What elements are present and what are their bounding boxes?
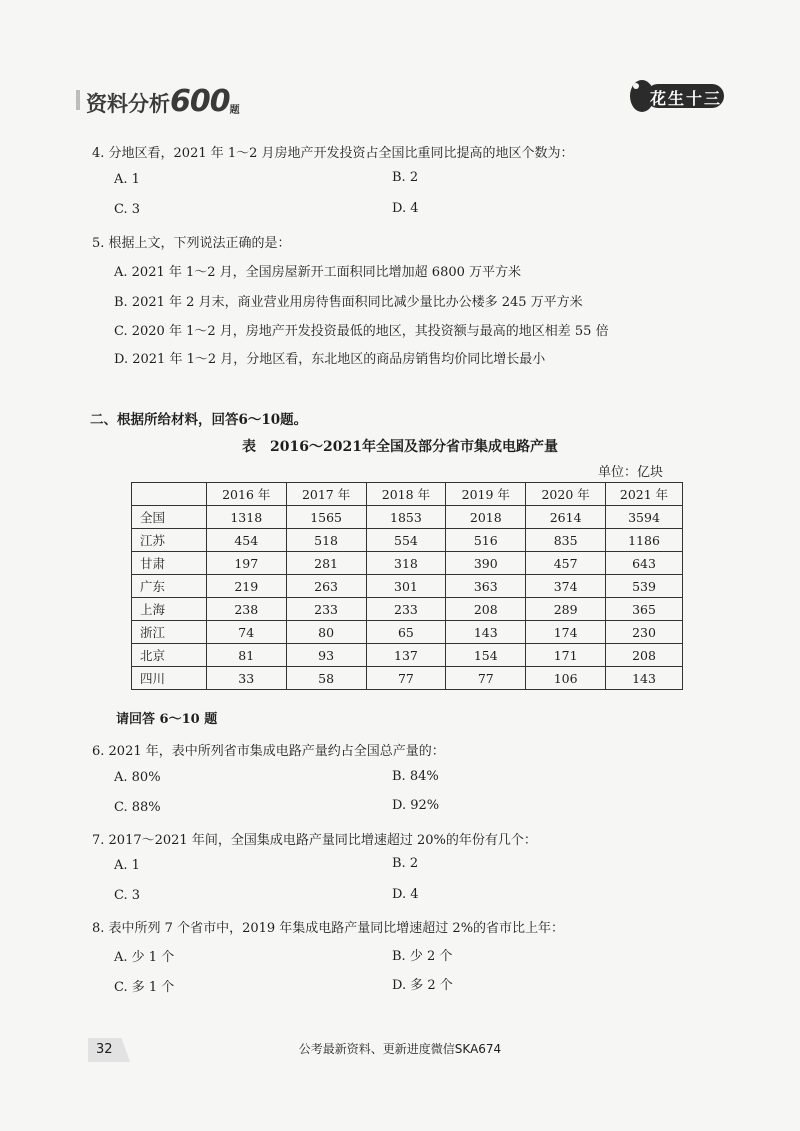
table-cell: 171 [526,644,606,667]
q6-option-a[interactable]: A. 80% [114,770,161,785]
q4-option-d[interactable]: D. 4 [392,201,419,216]
table-row [132,667,683,690]
question-7-stem: 7. 2017～2021 年间，全国集成电路产量同比增速超过 20%的年份有几个： [92,833,537,848]
q6-option-c[interactable]: C. 88% [114,800,161,815]
table-row [132,529,683,552]
row-name: 浙江 [132,621,207,644]
q8-option-b[interactable]: B. 少 2 个 [392,949,453,964]
row-name: 上海 [132,598,207,621]
question-4-stem: 4. 分地区看，2021 年 1～2 月房地产开发投资占全国比重同比提高的地区个数为： [92,146,574,161]
q8-option-d[interactable]: D. 多 2 个 [392,978,453,993]
row-name: 四川 [132,667,207,690]
table-cell: 554 [366,529,446,552]
table-cell: 457 [526,552,606,575]
column-header: 2016 年 [206,483,286,506]
table-cell: 74 [206,621,286,644]
question-5-stem: 5. 根据上文，下列说法正确的是： [92,236,291,251]
table-cell: 263 [286,575,366,598]
header-accent-bar [76,90,80,110]
data-table [131,482,683,690]
row-name: 全国 [132,506,207,529]
table-cell: 281 [286,552,366,575]
table-cell: 835 [526,529,606,552]
logo-text: 花生十三 [650,89,723,108]
table-row [132,506,683,529]
column-header: 2019 年 [446,483,526,506]
column-header: 2017 年 [286,483,366,506]
column-header: 2018 年 [366,483,446,506]
table-title: 表 2016～2021年全国及部分省市集成电路产量 [242,439,558,455]
q7-option-c[interactable]: C. 3 [114,888,141,903]
table-cell: 539 [606,575,683,598]
table-cell: 318 [366,552,446,575]
table-cell: 289 [526,598,606,621]
table-cell: 2018 [446,506,526,529]
table-cell: 233 [286,598,366,621]
q4-option-c[interactable]: C. 3 [114,202,141,217]
table-cell: 33 [206,667,286,690]
table-row [132,598,683,621]
row-name: 广东 [132,575,207,598]
table-cell: 93 [286,644,366,667]
table-row [132,644,683,667]
table-row [132,621,683,644]
question-8-stem: 8. 表中所列 7 个省市中，2019 年集成电路产量同比增速超过 2%的省市比上年： [92,921,565,936]
table-cell: 174 [526,621,606,644]
column-header: 2020 年 [526,483,606,506]
table-cell: 208 [606,644,683,667]
column-header [132,483,207,506]
answer-prompt: 请回答 6～10 题 [116,712,218,727]
table-cell: 58 [286,667,366,690]
table-cell: 65 [366,621,446,644]
table-cell: 137 [366,644,446,667]
table-cell: 1565 [286,506,366,529]
q8-option-c[interactable]: C. 多 1 个 [114,980,175,995]
column-header: 2021 年 [606,483,683,506]
table-cell: 516 [446,529,526,552]
table-cell: 233 [366,598,446,621]
table-cell: 143 [606,667,683,690]
table-cell: 77 [366,667,446,690]
section-2-heading: 二、根据所给材料，回答6～10题。 [90,412,308,428]
table-row [132,575,683,598]
q5-option-d[interactable]: D. 2021 年 1～2 月，分地区看，东北地区的商品房销售均价同比增长最小 [114,352,546,367]
table-cell: 3594 [606,506,683,529]
row-name: 北京 [132,644,207,667]
table-cell: 1186 [606,529,683,552]
table-cell: 518 [286,529,366,552]
table-header-row [132,483,683,506]
table-cell: 77 [446,667,526,690]
table-cell: 106 [526,667,606,690]
page-number: 32 [96,1042,113,1057]
table-cell: 643 [606,552,683,575]
table-cell: 238 [206,598,286,621]
q4-option-a[interactable]: A. 1 [114,172,140,187]
table-cell: 208 [446,598,526,621]
table-cell: 390 [446,552,526,575]
footer-note: 公考最新资料、更新进度微信SKA674 [298,1042,502,1056]
q6-option-d[interactable]: D. 92% [392,798,440,813]
table-cell: 154 [446,644,526,667]
book-title: 资料分析600题 [86,84,240,119]
table-cell: 81 [206,644,286,667]
row-name: 甘肃 [132,552,207,575]
table-cell: 219 [206,575,286,598]
table-row [132,552,683,575]
q7-option-d[interactable]: D. 4 [392,887,419,902]
row-name: 江苏 [132,529,207,552]
table-cell: 143 [446,621,526,644]
table-cell: 1853 [366,506,446,529]
table-cell: 197 [206,552,286,575]
q7-option-b[interactable]: B. 2 [392,856,419,871]
table-cell: 365 [606,598,683,621]
q4-option-b[interactable]: B. 2 [392,170,419,185]
question-6-stem: 6. 2021 年，表中所列省市集成电路产量约占全国总产量的： [92,744,445,759]
table-unit: 单位：亿块 [598,465,664,480]
table-cell: 230 [606,621,683,644]
q5-option-c[interactable]: C. 2020 年 1～2 月，房地产开发投资最低的地区，其投资额与最高的地区相差 55 倍 [114,324,609,339]
q7-option-a[interactable]: A. 1 [114,858,140,873]
q8-option-a[interactable]: A. 少 1 个 [114,950,175,965]
table-cell: 374 [526,575,606,598]
q6-option-b[interactable]: B. 84% [392,769,439,784]
table-cell: 2614 [526,506,606,529]
table-cell: 1318 [206,506,286,529]
table-cell: 363 [446,575,526,598]
table-cell: 454 [206,529,286,552]
table-cell: 80 [286,621,366,644]
table-cell: 301 [366,575,446,598]
q5-option-b[interactable]: B. 2021 年 2 月末，商业营业用房待售面积同比减少量比办公楼多 245 万平方米 [114,295,583,310]
q5-option-a[interactable]: A. 2021 年 1～2 月，全国房屋新开工面积同比增加超 6800 万平方米 [114,265,522,280]
